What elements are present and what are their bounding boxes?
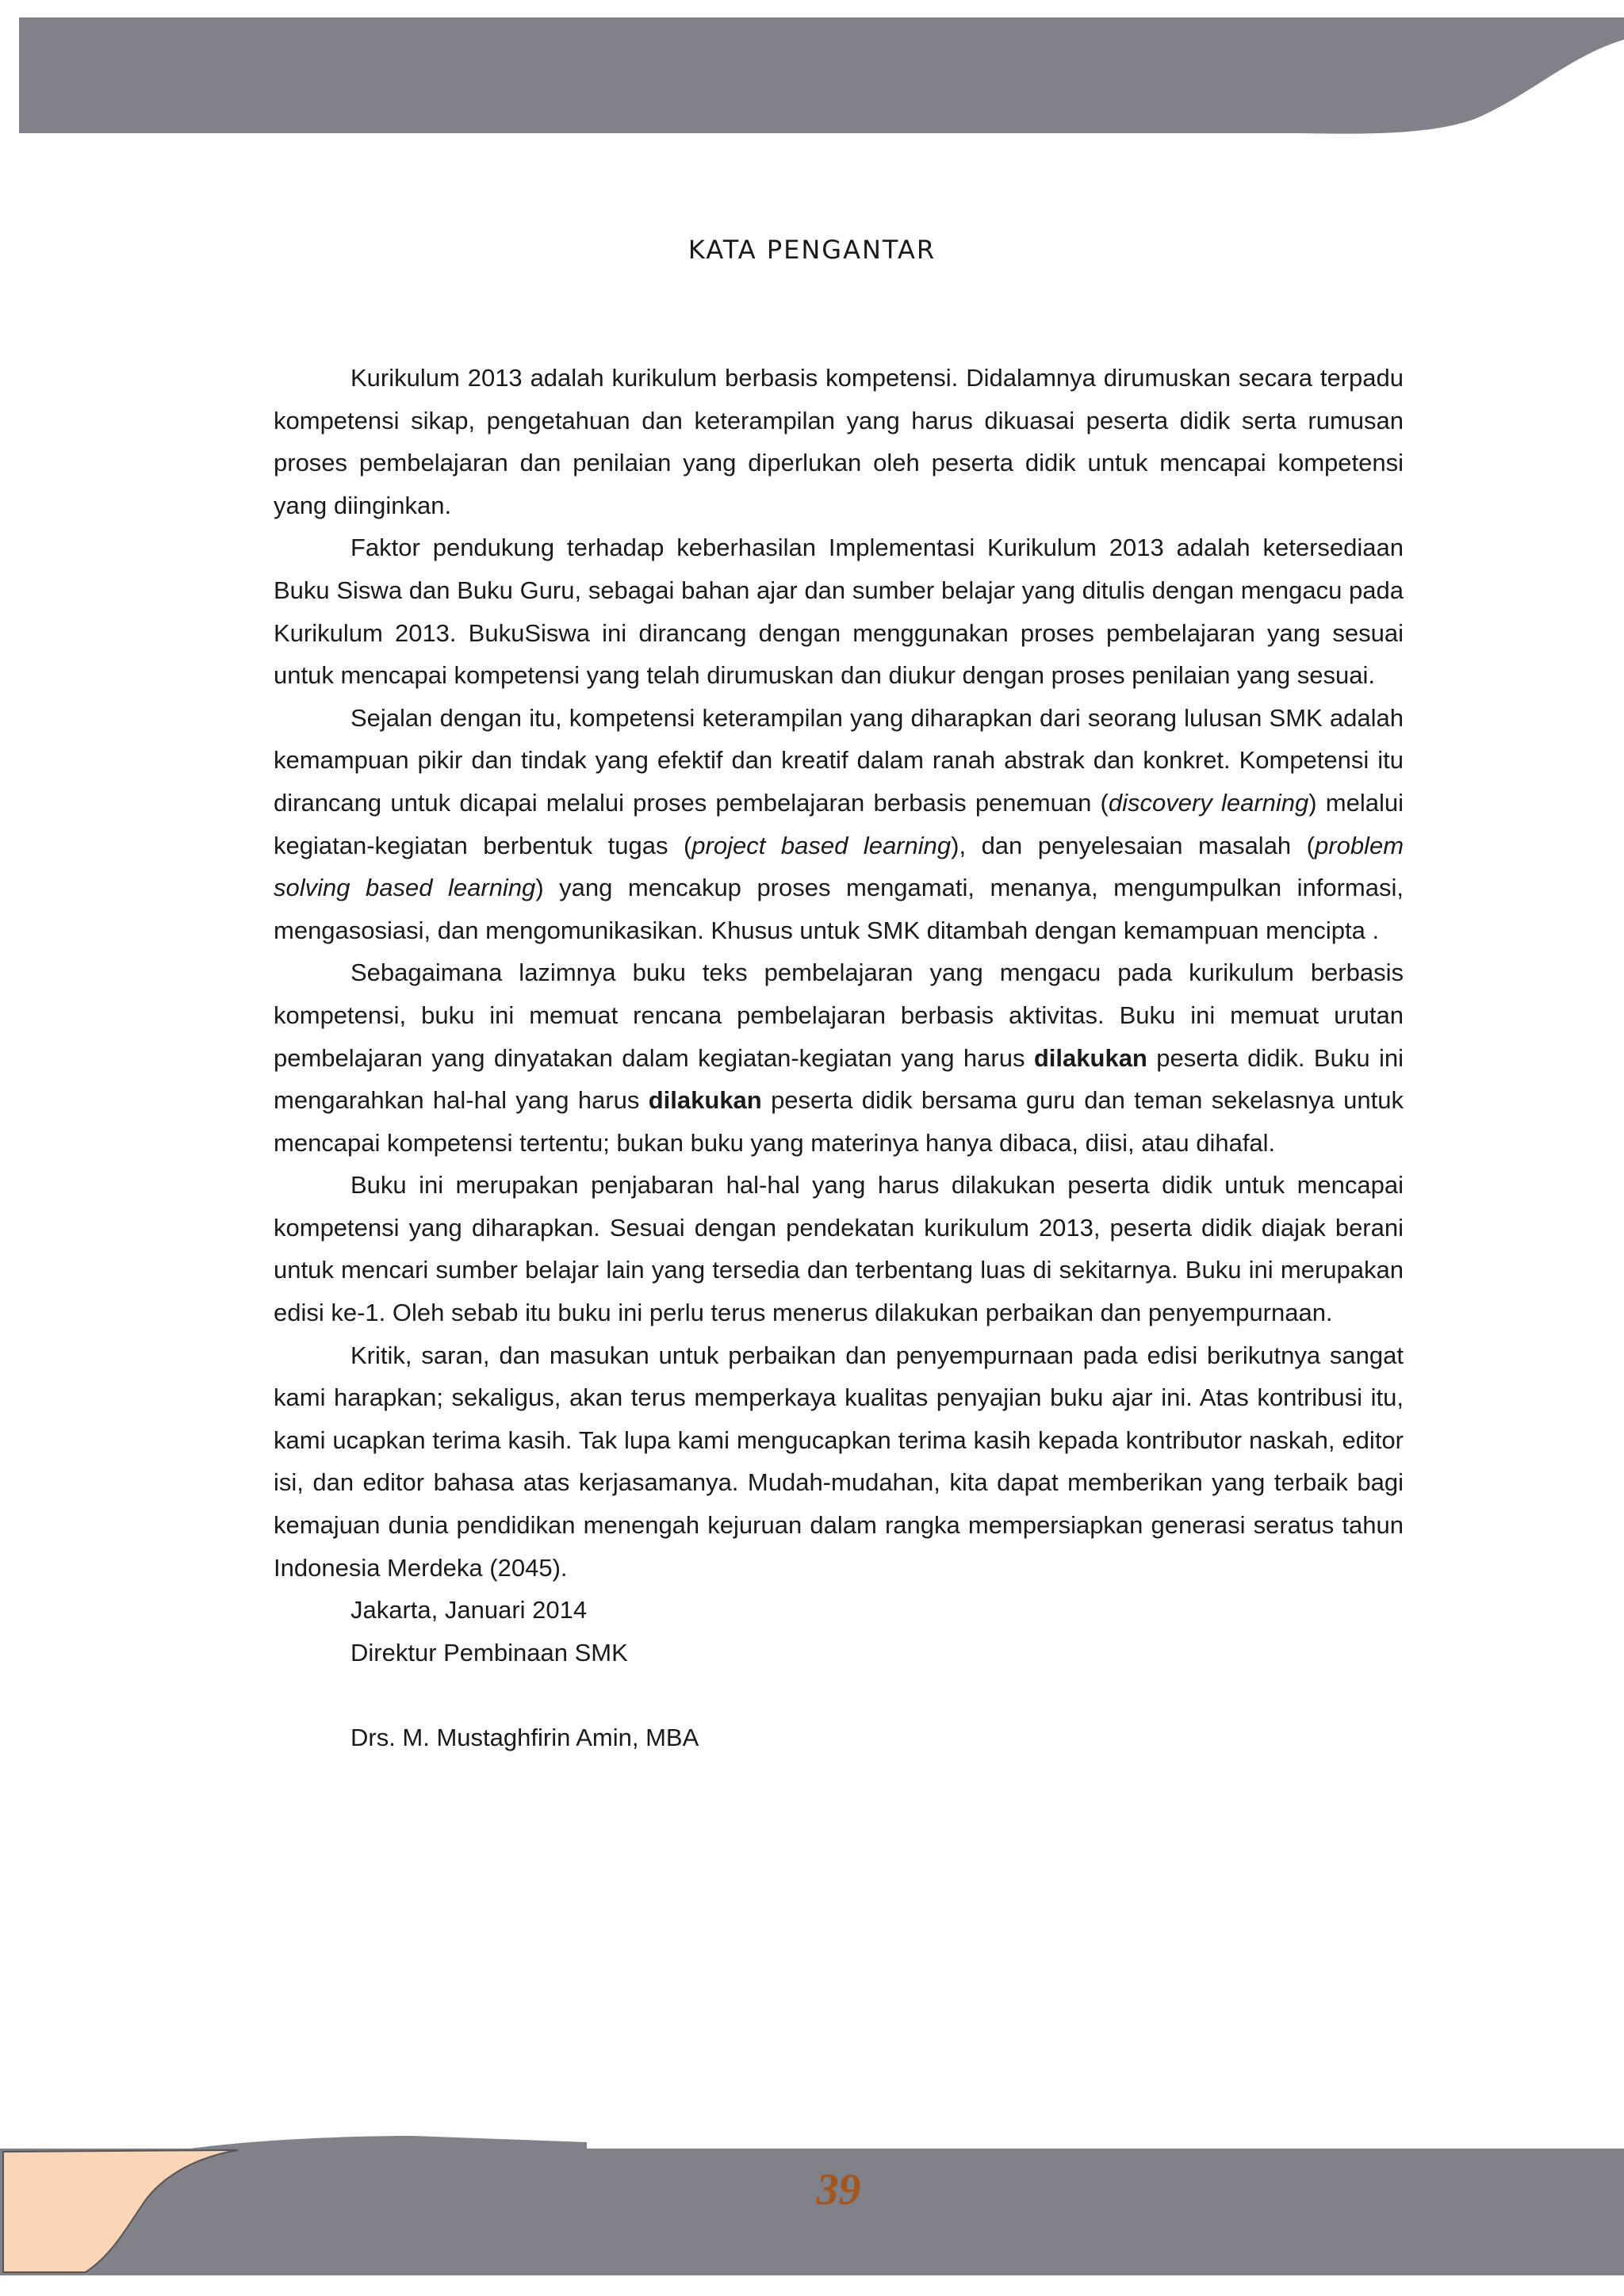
page-title: KATA PENGANTAR [688, 235, 936, 265]
body-paragraph [274, 1164, 1404, 1334]
paragraph-text: peserta didik bersama guru dan teman sekelasnya untuk mencapai kompetensi tertentu; bukan buku yang materinya hanya dibaca, diisi, atau dihafal. [274, 1086, 1404, 1157]
document-body [274, 357, 1404, 1759]
paragraph-text: Kurikulum 2013 adalah kurikulum berbasis kompetensi. Didalamnya dirumuskan secara terpadu kompetensi sikap, pengetahuan dan keterampilan yang harus dikuasai peserta didik serta rumusan proses pembelajaran dan penilaian yang diperlukan oleh peserta didik untuk mencapai kompetensi yang diinginkan. [274, 364, 1404, 519]
signature-position: Direktur Pembinaan SMK [350, 1638, 628, 1667]
paragraph-text: Faktor pendukung terhadap keberhasilan Implementasi Kurikulum 2013 adalah ketersediaan Buku Siswa dan Buku Guru, sebagai bahan ajar dan sumber belajar yang ditulis dengan mengacu pada Kurikulum 2013. BukuSiswa ini dirancang dengan menggunakan proses pembelajaran yang sesuai untuk mencapai kompetensi yang telah dirumuskan dan diukur dengan proses penilaian yang sesuai. [274, 534, 1404, 690]
page-number: 39 [816, 2165, 861, 2214]
paragraph-text: peserta didik. Buku ini mengarahkan hal-hal yang harus [274, 1043, 1404, 1115]
italic-term: discovery learning [1108, 788, 1309, 817]
body-paragraph [274, 697, 1404, 952]
body-paragraph [274, 357, 1404, 526]
paragraph-text: ) yang mencakup proses mengamati, menanya, mengumpulkan informasi, mengasosiasi, dan mengomunikasikan. Khusus untuk SMK ditambah dengan kemampuan mencipta . [274, 874, 1404, 944]
italic-term: project based learning [691, 831, 952, 859]
body-paragraph [274, 951, 1404, 1164]
paragraph-text: Sejalan dengan itu, kompetensi keterampilan yang diharapkan dari seorang lulusan SMK adalah kemampuan pikir dan tindak yang efektif dan kreatif dalam ranah abstrak dan konkret. Kompetensi itu dirancang untuk dicapai melalui proses pembelajaran berbasis penemuan ( [274, 703, 1404, 817]
bold-term: dilakukan [1033, 1043, 1147, 1072]
signature-space [274, 1674, 1404, 1716]
body-paragraph [274, 1334, 1404, 1590]
paragraph-text: Sebagaimana lazimnya buku teks pembelajaran yang mengacu pada kurikulum berbasis kompetensi, buku ini memuat rencana pembelajaran berbasis aktivitas. Buku ini memuat urutan pembelajaran yang dinyatakan dalam kegiatan-kegiatan yang harus [274, 959, 1404, 1072]
paragraph-text: ) melalui kegiatan-kegiatan berbentuk tugas ( [274, 788, 1404, 859]
paragraph-text: ), dan penyelesaian masalah ( [951, 831, 1316, 859]
body-paragraph [274, 526, 1404, 696]
signature-place-date: Jakarta, Januari 2014 [350, 1596, 588, 1624]
bold-term: dilakukan [648, 1086, 762, 1115]
paragraph-list [274, 357, 1404, 1589]
signature-name: Drs. M. Mustaghfirin Amin, MBA [350, 1724, 699, 1751]
paragraph-text: Kritik, saran, dan masukan untuk perbaikan dan penyempurnaan pada edisi berikutnya sangat kami harapkan; sekaligus, akan terus memperkaya kualitas penyajian buku ajar ini. Atas kontribusi itu, kami ucapkan terima kasih. Tak lupa kami mengucapkan terima kasih kepada kontributor naskah, editor isi, dan editor bahasa atas kerjasamanya. Mudah-mudahan, kita dapat memberikan yang terbaik bagi kemajuan dunia pendidikan menengah kejuruan dalam rangka mempersiapkan generasi seratus tahun Indonesia Merdeka (2045). [274, 1341, 1404, 1582]
header-decoration [0, 0, 1624, 143]
italic-term: problem solving based learning [274, 831, 1404, 902]
paragraph-text: Buku ini merupakan penjabaran hal-hal yang harus dilakukan peserta didik untuk mencapai kompetensi yang diharapkan. Sesuai dengan pendekatan kurikulum 2013, peserta didik diajak berani untuk mencari sumber belajar lain yang tersedia dan terbentang luas di sekitarnya. Buku ini merupakan edisi ke-1. Oleh sebab itu buku ini perlu terus menerus dilakukan perbaikan dan penyempurnaan. [274, 1171, 1404, 1327]
